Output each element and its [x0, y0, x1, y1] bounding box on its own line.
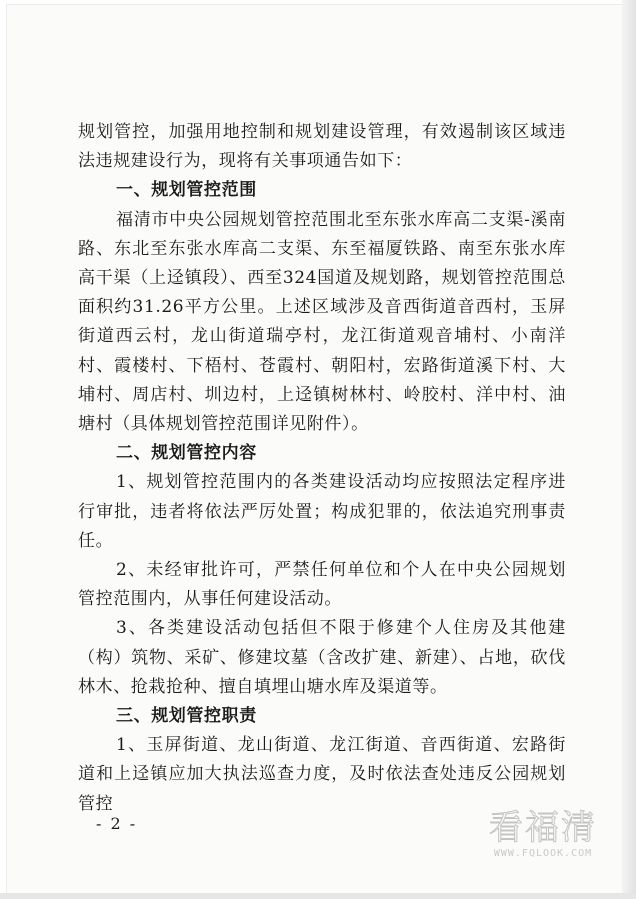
watermark	[478, 808, 608, 859]
scope-paragraph: 福清市中央公园规划管控范围北至东张水库高二支渠-溪南路、东北至东张水库高二支渠、东至福厦铁路、南至东张水库高干渠（上迳镇段）、西至324国道及规划路，规划管控范围总面积约31.26平方公里。上述区域涉及音西街道音西村，玉屏街道西云村，龙山街道瑞亭村，龙江街道观音埔村、小南洋村、霞楼村、下梧村、苍霞村、朝阳村，宏路街道溪下村、大埔村、周店村、圳边村，上迳镇树林村、岭胶村、洋中村、油塘村（具体规划管控范围详见附件）。	[78, 209, 566, 435]
duties-item-1: 1、玉屏街道、龙山街道、龙江街道、音西街道、宏路街道和上迳镇应加大执法巡查力度，及时依法查处违反公园规划管控	[78, 735, 566, 814]
intro-paragraph: 规划管控，加强用地控制和规划建设管理，有效遏制该区域违法违规建设行为，现将有关事项通告如下：	[78, 122, 566, 172]
section-heading-duties: 三、规划管控职责	[116, 706, 257, 727]
scan-edge-right	[622, 0, 636, 899]
section-heading-scope: 一、规划管控范围	[116, 180, 257, 201]
content-item-1: 1、规划管控范围内的各类建设活动均应按照法定程序进行审批，违者将依法严厉处置；构成犯罪的，依法追究刑事责任。	[78, 472, 566, 551]
document-body	[78, 118, 566, 819]
page-number: - 2 -	[96, 814, 138, 833]
content-item-2: 2、未经审批许可，严禁任何单位和个人在中央公园规划管控范围内，从事任何建设活动。	[78, 560, 566, 610]
section-heading-content: 二、规划管控内容	[116, 443, 257, 464]
content-item-3: 3、各类建设活动包括但不限于修建个人住房及其他建（构）筑物、采矿、修建坟墓（含改扩建、新建）、占地，砍伐林木、抢栽抢种、擅自填埋山塘水库及渠道等。	[78, 618, 566, 697]
watermark-url: WWW.FQLOOK.COM	[493, 848, 593, 859]
scan-edge-bottom	[0, 893, 636, 899]
watermark-logo: 看福清	[489, 808, 597, 848]
